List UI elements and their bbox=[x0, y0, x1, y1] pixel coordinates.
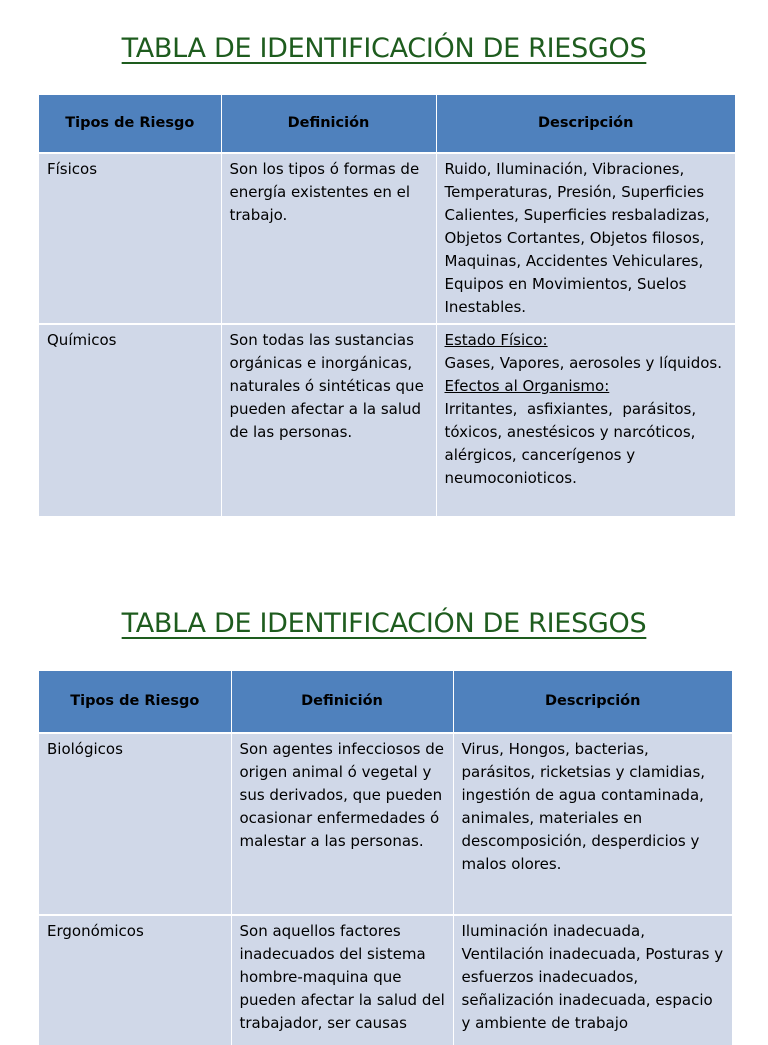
cell-definicion: Son aquellos factores inadecuados del sistema hombre-maquina que pueden afectar la salud del trabajador, ser causas bbox=[231, 915, 453, 1045]
cell-descripcion: Ruido, Iluminación, Vibraciones, Temperaturas, Presión, Superficies Calientes, Superficies resbaladizas, Objetos Cortantes, Objetos filosos, Maquinas, Accidentes Vehiculares, Equipos en Movimientos, Suelos Inestables. bbox=[436, 153, 735, 324]
cell-descripcion: Iluminación inadecuada, Ventilación inadecuada, Posturas y esfuerzos inadecuados, señalización inadecuada, espacio y ambiente de trabajo bbox=[453, 915, 732, 1045]
cell-definicion: Son todas las sustancias orgánicas e inorgánicas, naturales ó sintéticas que pueden afectar a la salud de las personas. bbox=[221, 324, 436, 516]
cell-tipo: Físicos bbox=[39, 153, 221, 324]
subheading-estado-fisico: Estado Físico: bbox=[444, 331, 548, 349]
cell-definicion: Son los tipos ó formas de energía existentes en el trabajo. bbox=[221, 153, 436, 324]
cell-tipo: Ergonómicos bbox=[39, 915, 231, 1045]
table-row bbox=[39, 324, 735, 516]
table-row bbox=[39, 733, 732, 915]
cell-descripcion bbox=[436, 324, 735, 516]
subheading-efectos-organismo: Efectos al Organismo: bbox=[444, 377, 610, 395]
cell-tipo: Químicos bbox=[39, 324, 221, 516]
page-title: TABLA DE IDENTIFICACIÓN DE RIESGOS bbox=[121, 33, 647, 64]
column-header-descripcion: Descripción bbox=[453, 671, 732, 733]
table-row bbox=[39, 153, 735, 324]
column-header-descripcion: Descripción bbox=[436, 95, 735, 153]
column-header-tipo: Tipos de Riesgo bbox=[39, 671, 231, 733]
descripcion-estado-fisico-text: Gases, Vapores, aerosoles y líquidos. bbox=[444, 354, 722, 372]
cell-tipo: Biológicos bbox=[39, 733, 231, 915]
column-header-tipo: Tipos de Riesgo bbox=[39, 95, 221, 153]
risk-table bbox=[39, 671, 732, 1045]
page-title: TABLA DE IDENTIFICACIÓN DE RIESGOS bbox=[121, 608, 647, 639]
column-header-definicion: Definición bbox=[221, 95, 436, 153]
column-header-definicion: Definición bbox=[231, 671, 453, 733]
table-header-row bbox=[39, 671, 732, 733]
table-header-row bbox=[39, 95, 735, 153]
cell-descripcion: Virus, Hongos, bacterias, parásitos, ricketsias y clamidias, ingestión de agua contaminada, animales, materiales en descomposición, desperdicios y malos olores. bbox=[453, 733, 732, 915]
cell-definicion: Son agentes infecciosos de origen animal ó vegetal y sus derivados, que pueden ocasionar enfermedades ó malestar a las personas. bbox=[231, 733, 453, 915]
table-row bbox=[39, 915, 732, 1045]
descripcion-efectos-text: Irritantes, asfixiantes, parásitos, tóxicos, anestésicos y narcóticos, alérgicos, cancerígenos y neumoconioticos. bbox=[444, 400, 701, 487]
risk-table bbox=[39, 95, 735, 516]
